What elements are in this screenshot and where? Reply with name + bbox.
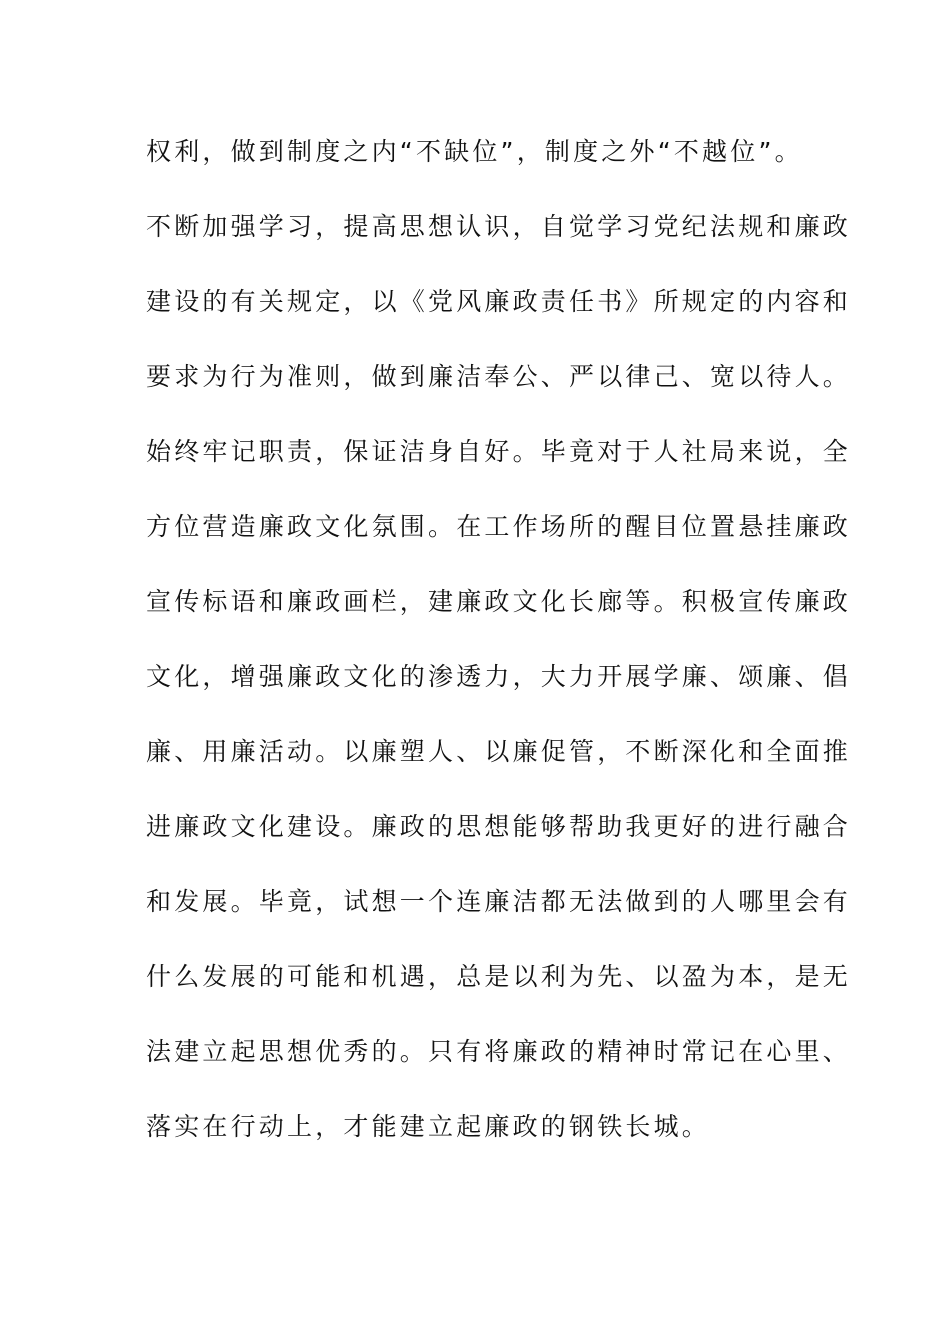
body-text bbox=[146, 128, 852, 1178]
text-line: 始终牢记职责，保证洁身自好。毕竟对于人社局来说，全 bbox=[146, 437, 852, 466]
text-line: 不断加强学习，提高思想认识，自觉学习党纪法规和廉政 bbox=[146, 212, 852, 241]
text-line: 权利，做到制度之内“不缺位”，制度之外“不越位”。 bbox=[146, 137, 803, 166]
text-line: 落实在行动上，才能建立起廉政的钢铁长城。 bbox=[146, 1112, 711, 1141]
text-line: 廉、用廉活动。以廉塑人、以廉促管，不断深化和全面推 bbox=[146, 737, 852, 766]
text-line: 文化，增强廉政文化的渗透力，大力开展学廉、颂廉、倡 bbox=[146, 662, 852, 691]
text-line: 法建立起思想优秀的。只有将廉政的精神时常记在心里、 bbox=[146, 1037, 852, 1066]
text-line: 宣传标语和廉政画栏，建廉政文化长廊等。积极宣传廉政 bbox=[146, 587, 852, 616]
text-line: 要求为行为准则，做到廉洁奉公、严以律己、宽以待人。 bbox=[146, 362, 852, 391]
text-line: 进廉政文化建设。廉政的思想能够帮助我更好的进行融合 bbox=[146, 812, 852, 841]
text-line: 什么发展的可能和机遇，总是以利为先、以盈为本，是无 bbox=[146, 962, 852, 991]
text-line: 方位营造廉政文化氛围。在工作场所的醒目位置悬挂廉政 bbox=[146, 512, 852, 541]
text-line: 建设的有关规定，以《党风廉政责任书》所规定的内容和 bbox=[146, 287, 852, 316]
text-line: 和发展。毕竟，试想一个连廉洁都无法做到的人哪里会有 bbox=[146, 887, 852, 916]
